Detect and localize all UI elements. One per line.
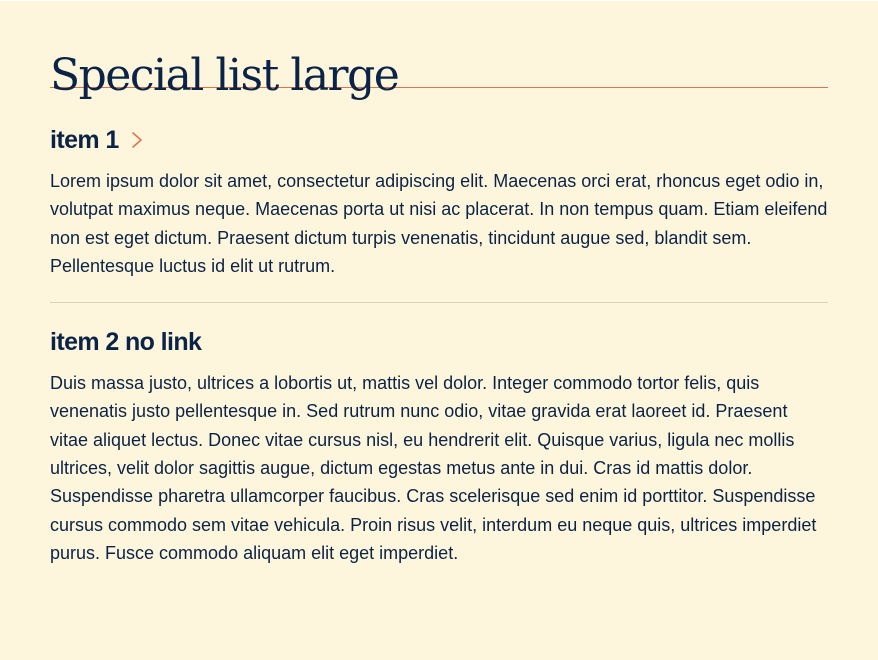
page-title: Special list large bbox=[50, 50, 399, 101]
list-item bbox=[50, 303, 828, 567]
list-item-heading-text: item 2 no link bbox=[50, 328, 202, 357]
list-item-heading-text: item 1 bbox=[50, 126, 119, 154]
list-item bbox=[50, 88, 828, 303]
list-item-text: Lorem ipsum dolor sit amet, consectetur adipiscing elit. Maecenas orci erat, rhoncus eget odio in, volutpat maximus neque. Maecenas porta ut nisi ac placerat. In non tempus quam. Etiam eleifend non est eget dictum. Praesent dictum turpis venenatis, tincidunt augue sed, blandit sem. Pellentesque luctus id elit ut rutrum. bbox=[50, 171, 828, 276]
list-item-heading bbox=[50, 327, 828, 357]
list-item-text: Duis massa justo, ultrices a lobortis ut, mattis vel dolor. Integer commodo tortor felis, quis venenatis justo pellentesque in. Sed rutrum nunc odio, vitae gravida erat laoreet id. Praesent vitae aliquet lectus. Donec vitae cursus nisl, eu hendrerit elit. Quisque varius, ligula nec mollis ultrices, velit dolor sagittis augue, dictum egestas metus ante in dui. Cras id mattis dolor. Suspendisse pharetra ullamcorper faucibus. Cras scelerisque sed enim id porttitor. Suspendisse cursus commodo sem vitae vehicula. Proin risus velit, interdum eu neque quis, ultrices imperdiet purus. Fusce commodo aliquam elit eget imperdiet. bbox=[50, 373, 817, 563]
list-item-heading bbox=[50, 125, 828, 155]
chevron-right-icon bbox=[130, 131, 144, 149]
special-list-section bbox=[0, 1, 878, 660]
item-1-link[interactable] bbox=[50, 125, 144, 155]
